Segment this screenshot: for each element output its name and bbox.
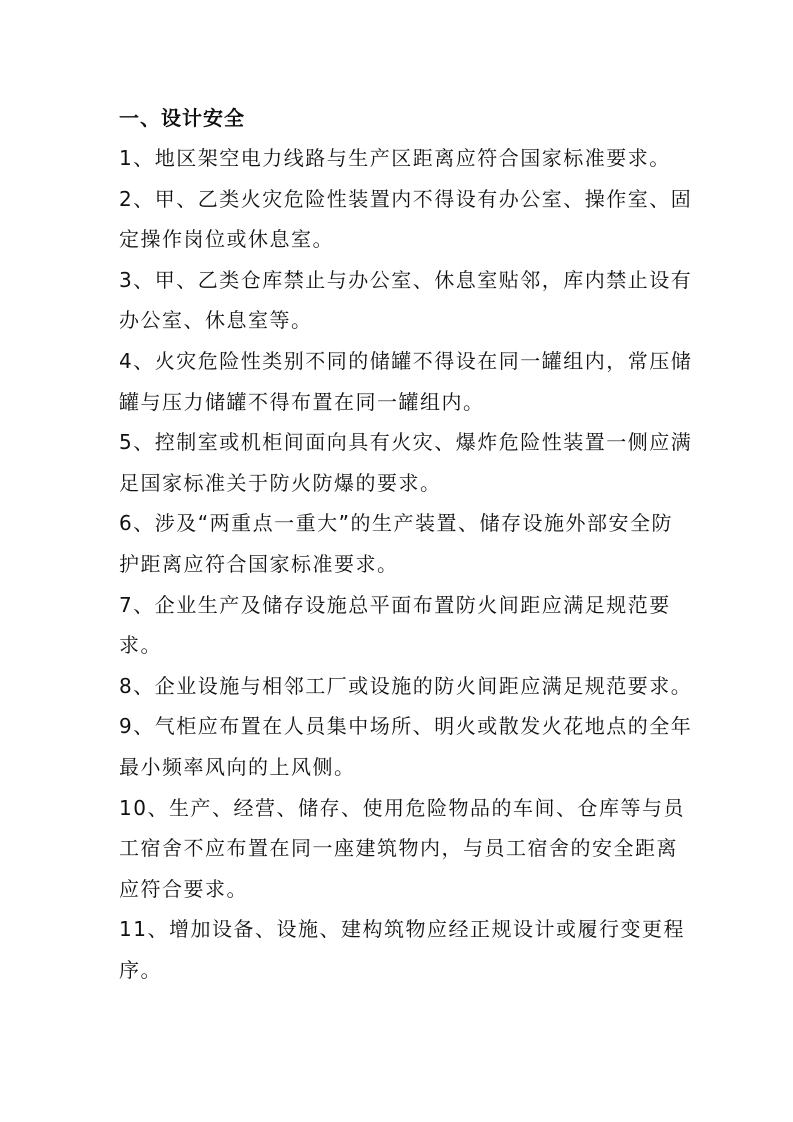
list-item-10: 10、生产、经营、储存、使用危险物品的车间、仓库等与员工宿舍不应布置在同一座建筑物内，与员工宿舍的安全距离应符合要求。: [119, 795, 685, 901]
list-item-8: 8、企业设施与相邻工厂或设施的防火间距应满足规范要求。: [119, 673, 693, 698]
list-item-6: 6、涉及“两重点一重大”的生产装置、储存设施外部安全防护距离应符合国家标准要求。: [119, 511, 673, 576]
list-item-11: 11、增加设备、设施、建构筑物应经正规设计或履行变更程序。: [119, 917, 685, 982]
list-item-4: 4、火灾危险性类别不同的储罐不得设在同一罐组内，常压储罐与压力储罐不得布置在同一罐组内。: [119, 348, 693, 414]
list-item-2: 2、甲、乙类火灾危险性装置内不得设有办公室、操作室、固定操作岗位或休息室。: [119, 186, 693, 252]
list-item-5: 5、控制室或机柜间面向具有火灾、爆炸危险性装置一侧应满足国家标准关于防火防爆的要求。: [119, 430, 693, 495]
section-heading: 一、设计安全: [119, 106, 245, 130]
list-item-3: 3、甲、乙类仓库禁止与办公室、休息室贴邻，库内禁止设有办公室、休息室等。: [119, 267, 693, 333]
list-item-7: 7、企业生产及储存设施总平面布置防火间距应满足规范要求。: [119, 592, 671, 658]
list-item-9: 9、气柜应布置在人员集中场所、明火或散发火花地点的全年最小频率风向的上风侧。: [119, 714, 693, 779]
document-body: [119, 98, 694, 990]
list-item-1: 1、地区架空电力线路与生产区距离应符合国家标准要求。: [119, 146, 671, 170]
